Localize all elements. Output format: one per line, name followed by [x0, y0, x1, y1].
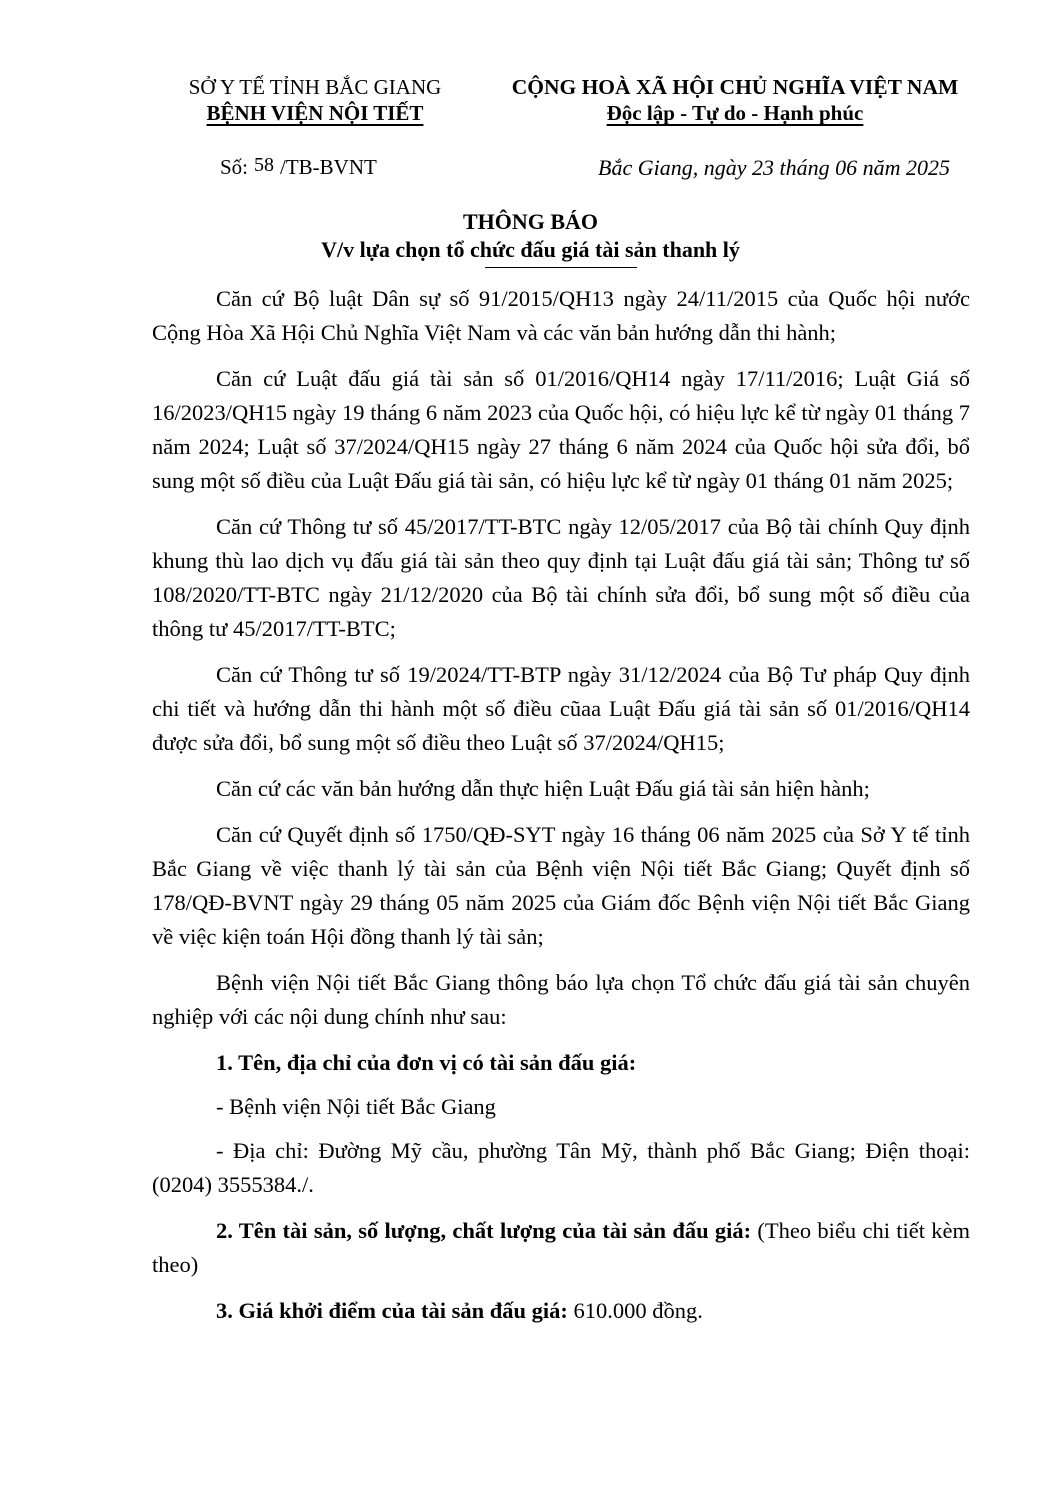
paragraph-legal-basis-3: Căn cứ Thông tư số 45/2017/TT-BTC ngày 12/05/2017 của Bộ tài chính Quy định khung thù lao dịch vụ đấu giá tài sản theo quy định tại Luật đấu giá tài sản; Thông tư số 108/2020/TT-BTC ngày 21/12/2020 của Bộ tài chính sửa đổi, bổ sung một số điều của thông tư 45/2017/TT-BTC; — [152, 514, 970, 641]
title-subject: V/v lựa chọn tổ chức đấu giá tài sản thanh lý — [321, 237, 740, 262]
document-body — [152, 282, 970, 1340]
section-1-name: - Bệnh viện Nội tiết Bắc Giang — [216, 1094, 496, 1119]
paragraph-legal-basis-1: Căn cứ Bộ luật Dân sự số 91/2015/QH13 ngày 24/11/2015 của Quốc hội nước Cộng Hòa Xã Hội Chủ Nghĩa Việt Nam và các văn bản hướng dẫn thi hành; — [152, 286, 970, 345]
parent-agency: SỞ Y TẾ TỈNH BẮC GIANG — [188, 75, 442, 99]
document-number — [220, 155, 377, 180]
paragraph-legal-basis-5: Căn cứ các văn bản hướng dẫn thực hiện Luật Đấu giá tài sản hiện hành; — [216, 776, 870, 801]
paragraph-legal-basis-4: Căn cứ Thông tư số 19/2024/TT-BTP ngày 31/12/2024 của Bộ Tư pháp Quy định chi tiết và hướng dẫn thi hành một số điều cũaa Luật Đấu giá tài sản số 01/2016/QH14 được sửa đổi, bổ sung một số điều theo Luật số 37/2024/QH15; — [152, 662, 970, 755]
issuing-agency — [160, 74, 470, 126]
national-motto: Độc lập - Tự do - Hạnh phúc — [606, 101, 864, 125]
agency-name: BỆNH VIỆN NỘI TIẾT — [206, 101, 424, 125]
paragraph-legal-basis-2: Căn cứ Luật đấu giá tài sản số 01/2016/QH14 ngày 17/11/2016; Luật Giá số 16/2023/QH15 ngày 19 tháng 6 năm 2023 của Quốc hội, có hiệu lực kể từ ngày 01 tháng 7 năm 2024; Luật số 37/2024/QH15 ngày 27 tháng 6 năm 2024 của Quốc hội sửa đổi, bổ sung một số điều của Luật Đấu giá tài sản, có hiệu lực kể từ ngày 01 tháng 01 năm 2025; — [152, 366, 970, 493]
doc-number-value: 58 — [254, 154, 275, 176]
section-1-address: - Địa chỉ: Đường Mỹ cầu, phường Tân Mỹ, thành phố Bắc Giang; Điện thoại: (0204) 3555384./. — [152, 1138, 970, 1197]
national-title — [480, 74, 990, 126]
section-3-heading: 3. Giá khởi điểm của tài sản đấu giá: — [216, 1298, 568, 1323]
title-heading: THÔNG BÁO — [462, 209, 599, 234]
section-3-value: 610.000 đồng. — [567, 1298, 703, 1323]
section-2-heading: 2. Tên tài sản, số lượng, chất lượng của tài sản đấu giá: — [216, 1218, 752, 1243]
place-date: Bắc Giang, ngày 23 tháng 06 năm 2025 — [598, 155, 950, 180]
paragraph-announcement: Bệnh viện Nội tiết Bắc Giang thông báo lựa chọn Tổ chức đấu giá tài sản chuyên nghiệp với các nội dung chính như sau: — [152, 970, 970, 1029]
doc-number-suffix: /TB-BVNT — [280, 155, 377, 179]
country-name: CỘNG HOÀ XÃ HỘI CHỦ NGHĨA VIỆT NAM — [511, 75, 959, 99]
section-3 — [152, 1294, 970, 1328]
doc-number-prefix: Số: — [220, 155, 249, 179]
section-2 — [152, 1214, 970, 1282]
document-title — [0, 208, 1061, 264]
paragraph-legal-basis-6: Căn cứ Quyết định số 1750/QĐ-SYT ngày 16 tháng 06 năm 2025 của Sở Y tế tỉnh Bắc Giang về việc thanh lý tài sản của Bệnh viện Nội tiết Bắc Giang; Quyết định số 178/QĐ-BVNT ngày 29 tháng 05 năm 2025 của Giám đốc Bệnh viện Nội tiết Bắc Giang về việc kiện toán Hội đồng thanh lý tài sản; — [152, 822, 970, 949]
section-1-heading: 1. Tên, địa chỉ của đơn vị có tài sản đấu giá: — [216, 1050, 637, 1075]
subject-underline — [485, 267, 637, 268]
section-2-note: (Theo biểu chi tiết kèm theo) — [152, 1218, 970, 1277]
